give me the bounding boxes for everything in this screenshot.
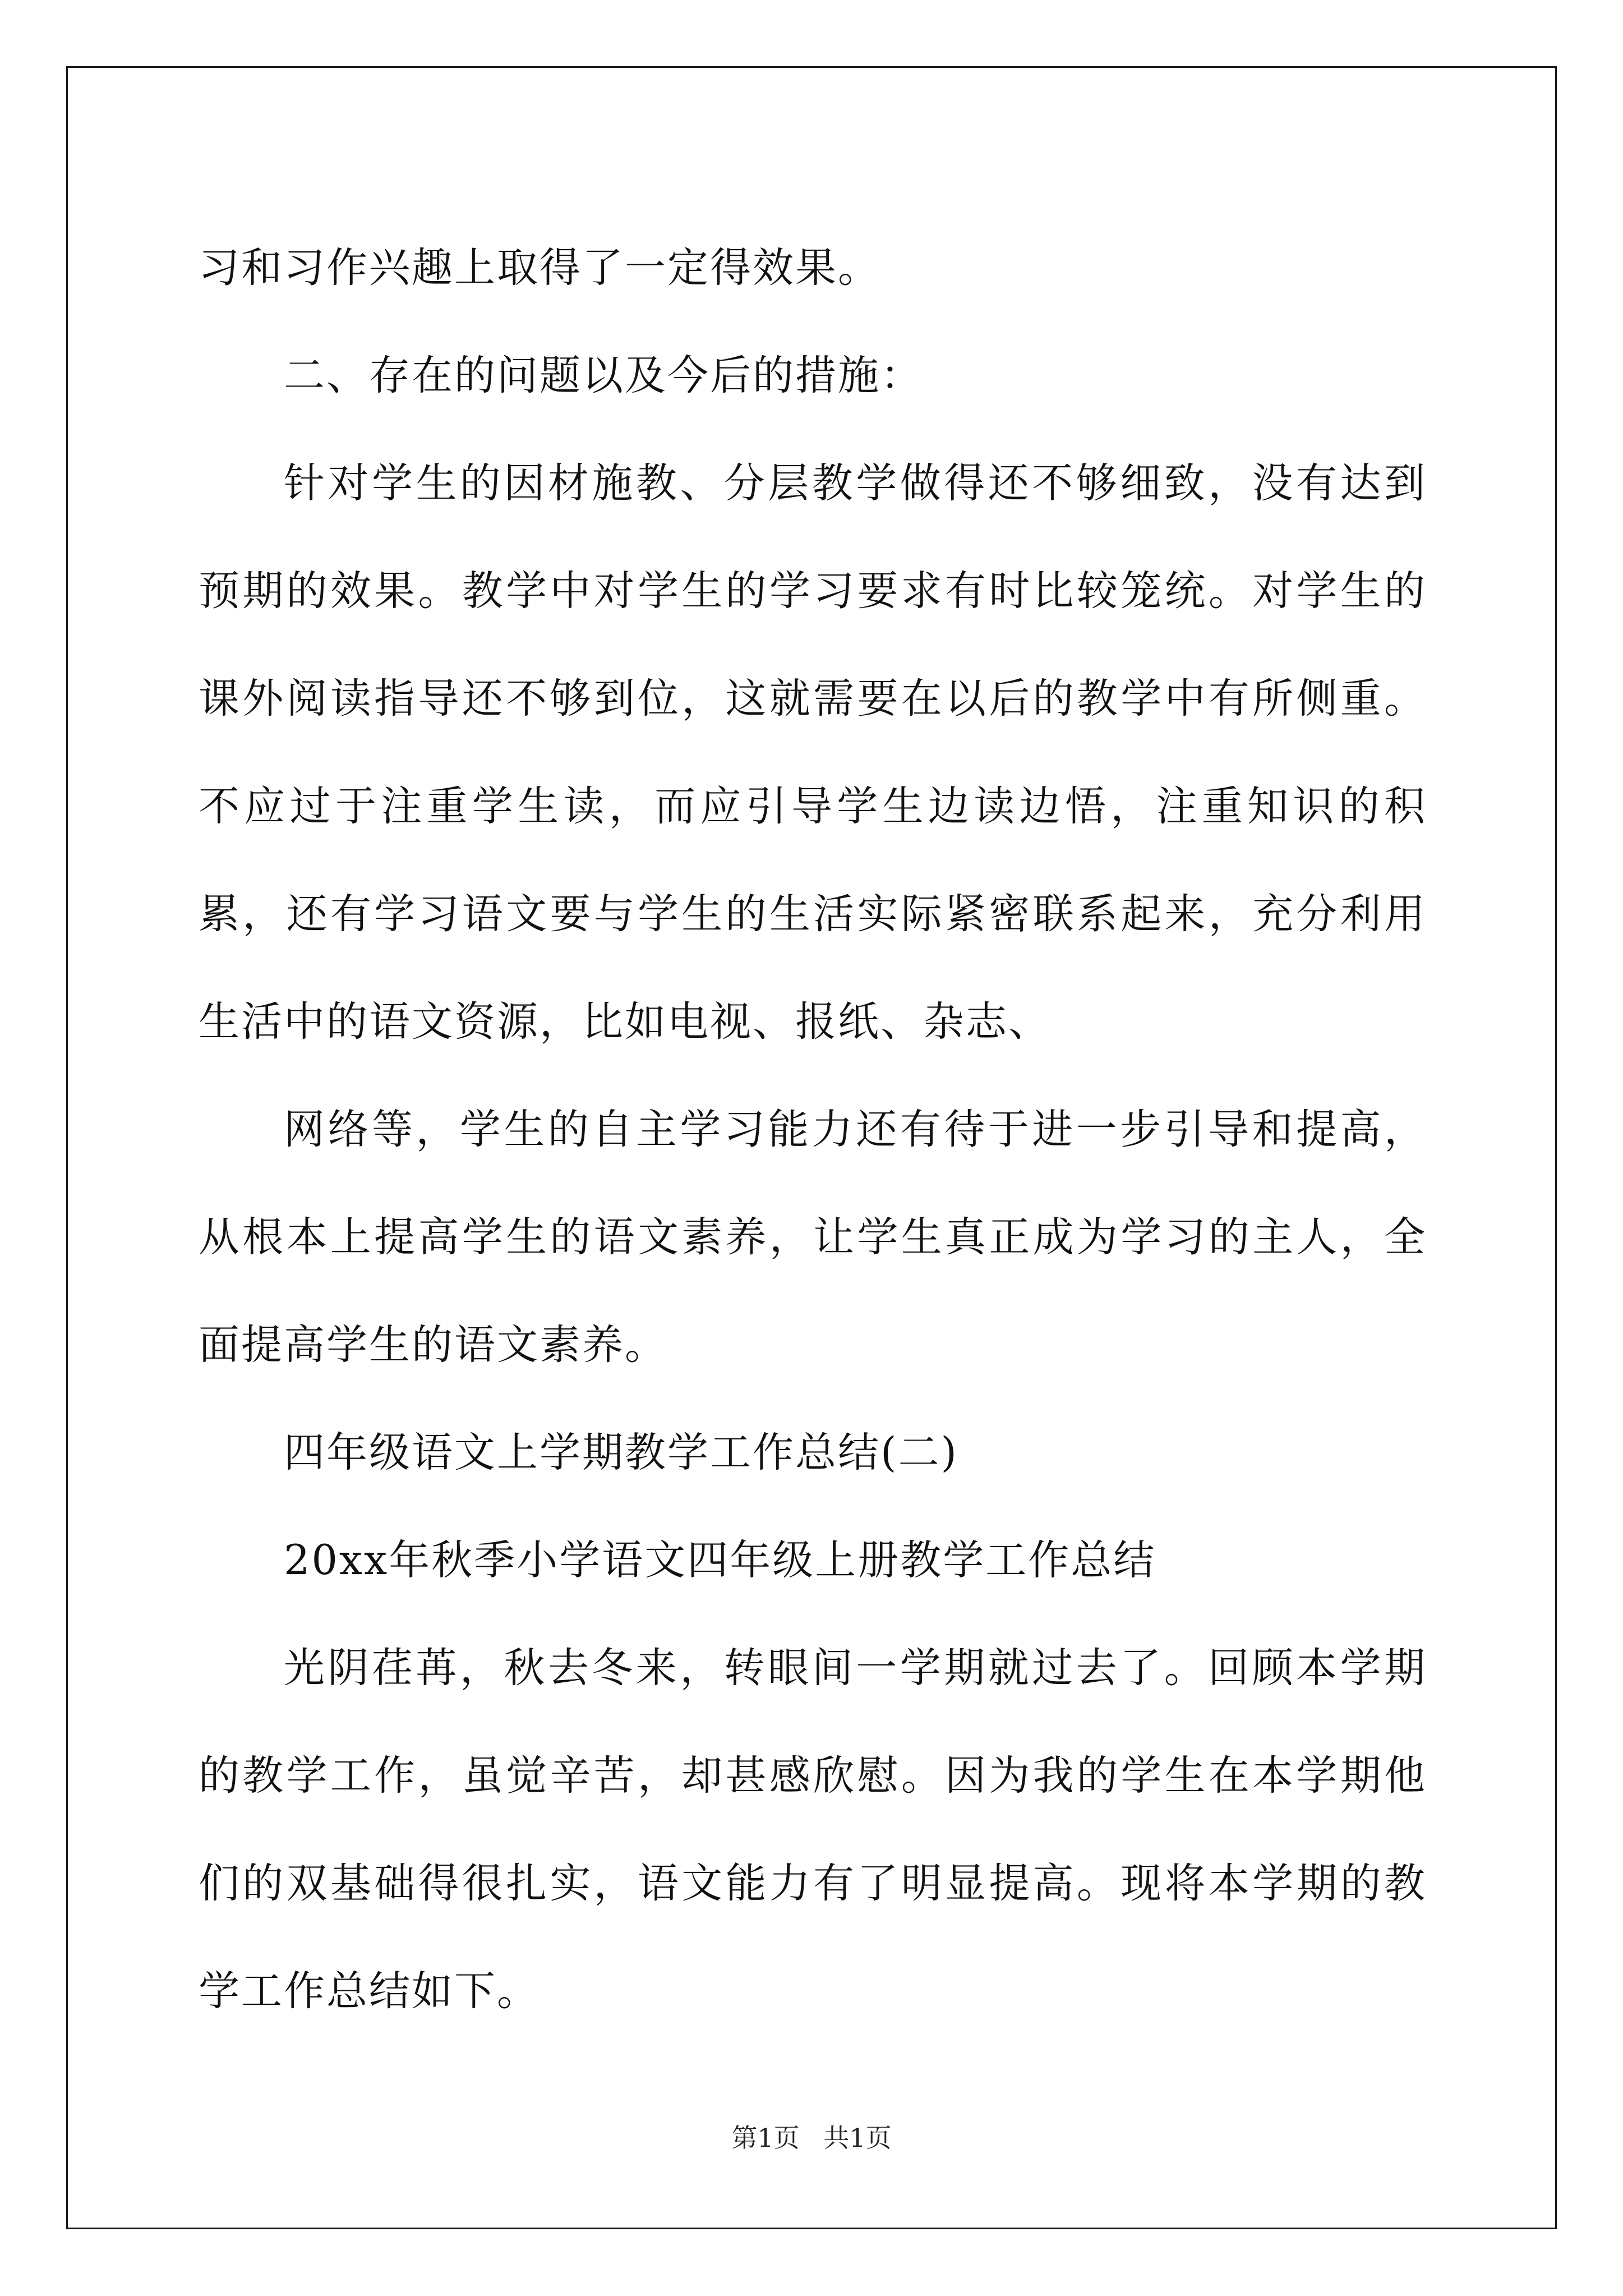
page-footer bbox=[0, 2121, 1623, 2155]
paragraph: 针对学生的因材施教、分层教学做得还不够细致，没有达到预期的效果。教学中对学生的学习要求有时比较笼统。对学生的课外阅读指导还不够到位，这就需要在以后的教学中有所侧重。不应过于注重学生读，而应引导学生边读边悟，注重知识的积累，还有学习语文要与学生的生活实际紧密联系起来，充分利用生活中的语文资源，比如电视、报纸、杂志、 bbox=[199, 459, 1427, 1046]
paragraph: 习和习作兴趣上取得了一定得效果。 bbox=[199, 244, 880, 292]
section-heading: 二、存在的问题以及今后的措施： bbox=[284, 352, 923, 399]
page-number: 第1页 bbox=[731, 2123, 800, 2153]
paragraph: 光阴荏苒，秋去冬来，转眼间一学期就过去了。回顾本学期的教学工作，虽觉辛苦，却甚感欣慰。因为我的学生在本学期他们的双基础得很扎实，语文能力有了明显提高。现将本学期的教学工作总结如下。 bbox=[199, 1644, 1427, 2015]
page-total: 共1页 bbox=[823, 2123, 892, 2153]
document-body bbox=[199, 214, 1427, 2045]
article-title: 四年级语文上学期教学工作总结(二) bbox=[284, 1429, 958, 1476]
article-subtitle: 20xx年秋季小学语文四年级上册教学工作总结 bbox=[284, 1536, 1156, 1584]
paragraph: 网络等，学生的自主学习能力还有待于进一步引导和提高，从根本上提高学生的语文素养，让学生真正成为学习的主人，全面提高学生的语文素养。 bbox=[199, 1106, 1427, 1369]
